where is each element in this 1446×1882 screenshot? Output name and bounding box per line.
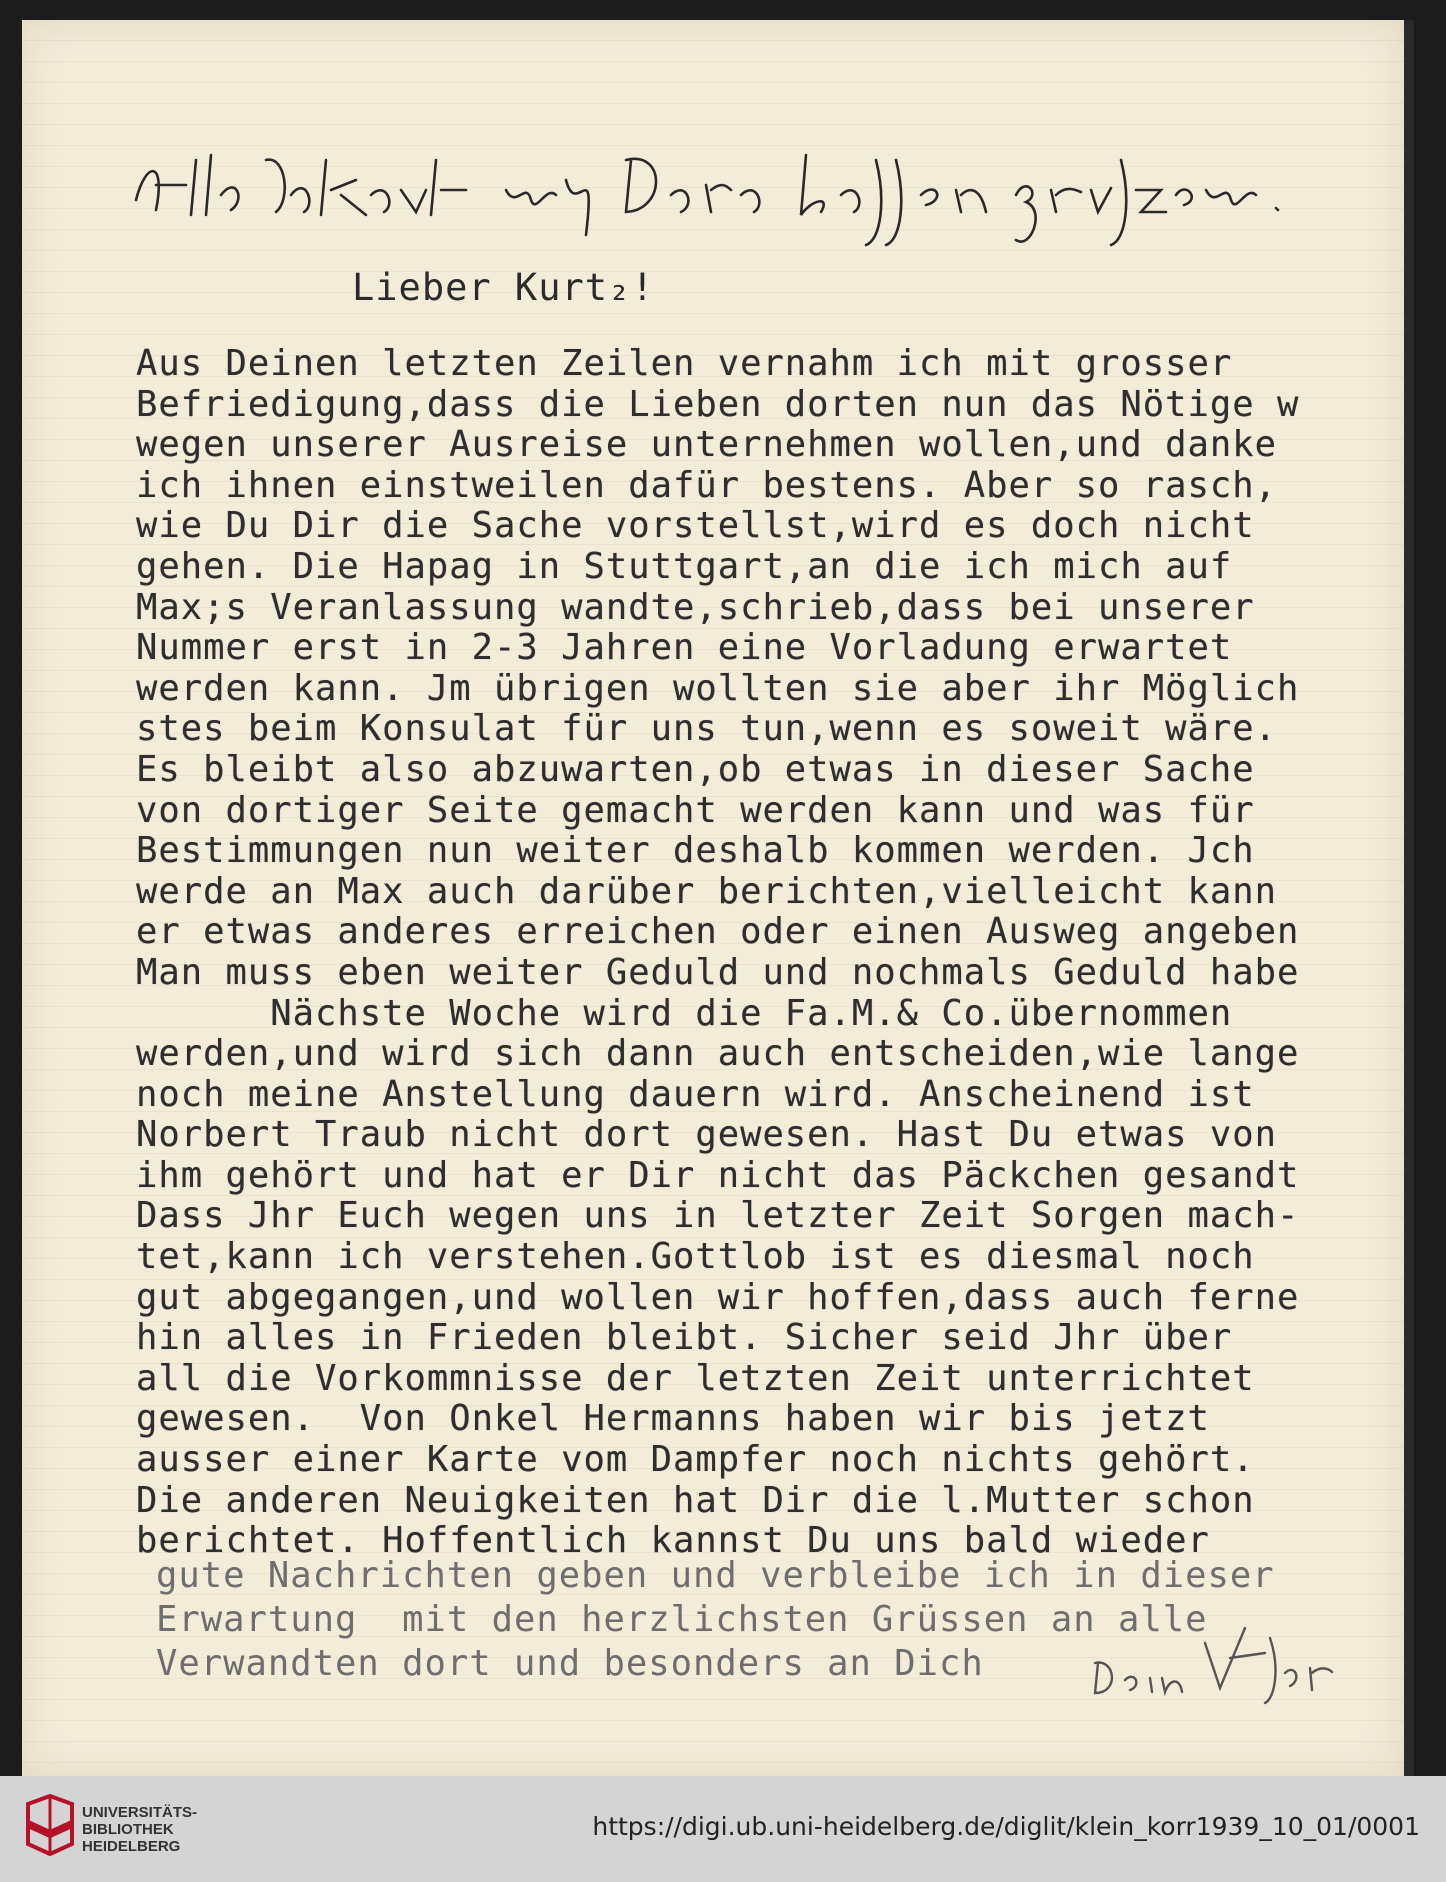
text-line: gut abgegangen,und wollen wir hoffen,dass auch ferne bbox=[136, 1276, 1300, 1318]
text-line: Norbert Traub nicht dort gewesen. Hast Du etwas von bbox=[136, 1114, 1278, 1156]
text-line: gewesen. Von Onkel Hermanns haben wir bis jetzt bbox=[136, 1398, 1210, 1440]
salutation: Lieber Kurt₂! bbox=[352, 266, 655, 309]
text-line: werden kann. Jm übrigen wollten sie aber ihr Möglich bbox=[136, 667, 1300, 709]
text-line: tet,kann ich verstehen.Gottlob ist es diesmal noch bbox=[136, 1236, 1255, 1278]
text-line: stes beim Konsulat für uns tun,wenn es soweit wäre. bbox=[136, 708, 1278, 750]
handwritten-note bbox=[126, 140, 1326, 250]
library-name-line: BIBLIOTHEK bbox=[82, 1821, 174, 1838]
library-name-line: HEIDELBERG bbox=[82, 1838, 181, 1855]
text-line: ihm gehört und hat er Dir nicht das Päckchen gesandt bbox=[136, 1154, 1300, 1196]
text-line: Dass Jhr Euch wegen uns in letzter Zeit Sorgen mach- bbox=[136, 1195, 1300, 1237]
text-line: all die Vorkommnisse der letzten Zeit unterrichtet bbox=[136, 1357, 1255, 1399]
text-line: Nummer erst in 2-3 Jahren eine Vorladung erwartet bbox=[136, 627, 1233, 669]
text-line: Aus Deinen letzten Zeilen vernahm ich mit grosser bbox=[136, 343, 1233, 384]
text-line: ich ihnen einstweilen dafür bestens. Aber so rasch, bbox=[136, 464, 1278, 506]
text-line: wegen unserer Ausreise unternehmen wollen,und danke bbox=[136, 424, 1278, 466]
closing-line: gute Nachrichten geben und verbleibe ich in dieser bbox=[156, 1555, 1275, 1596]
text-line: von dortiger Seite gemacht werden kann und was für bbox=[136, 789, 1255, 831]
text-line: Man muss eben weiter Geduld und nochmals Geduld habe bbox=[136, 951, 1300, 993]
text-line: Bestimmungen nun weiter deshalb kommen werden. Jch bbox=[136, 830, 1255, 872]
text-line: Die anderen Neuigkeiten hat Dir die l.Mutter schon bbox=[136, 1479, 1255, 1521]
text-line: ausser einer Karte vom Dampfer noch nichts gehört. bbox=[136, 1439, 1255, 1481]
closing-line: Erwartung mit den herzlichsten Grüssen an alle bbox=[156, 1599, 1208, 1640]
text-line: hin alles in Frieden bleibt. Sicher seid Jhr über bbox=[136, 1317, 1233, 1359]
text-line: er etwas anderes erreichen oder einen Ausweg angeben bbox=[136, 911, 1300, 953]
letter-body bbox=[136, 344, 1416, 1562]
text-line: berichtet. Hoffentlich kannst Du uns bald wieder bbox=[136, 1520, 1210, 1562]
footer-bar bbox=[0, 1776, 1446, 1882]
text-line: Befriedigung,dass die Lieben dorten nun das Nötige w bbox=[136, 383, 1300, 425]
text-line: werden,und wird sich dann auch entscheiden,wie lange bbox=[136, 1033, 1300, 1075]
university-logo-icon bbox=[20, 1792, 80, 1866]
text-line: werde an Max auch darüber berichten,vielleicht kann bbox=[136, 870, 1278, 912]
library-name bbox=[82, 1804, 197, 1855]
text-line: noch meine Anstellung dauern wird. Anscheinend ist bbox=[136, 1073, 1255, 1115]
handwritten-signature bbox=[1080, 1608, 1350, 1718]
text-line: Max;s Veranlassung wandte,schrieb,dass bei unserer bbox=[136, 586, 1255, 628]
closing-line: Verwandten dort und besonders an Dich bbox=[156, 1643, 984, 1684]
text-line: Nächste Woche wird die Fa.M.& Co.übernommen bbox=[136, 992, 1233, 1034]
text-line: Es bleibt also abzuwarten,ob etwas in dieser Sache bbox=[136, 748, 1255, 790]
library-name-line: UNIVERSITÄTS- bbox=[82, 1804, 198, 1821]
text-line: gehen. Die Hapag in Stuttgart,an die ich mich auf bbox=[136, 545, 1233, 587]
source-url-link[interactable]: https://digi.ub.uni-heidelberg.de/diglit/klein_korr1939_10_01/0001 bbox=[592, 1812, 1420, 1841]
text-line: wie Du Dir die Sache vorstellst,wird es doch nicht bbox=[136, 505, 1255, 547]
